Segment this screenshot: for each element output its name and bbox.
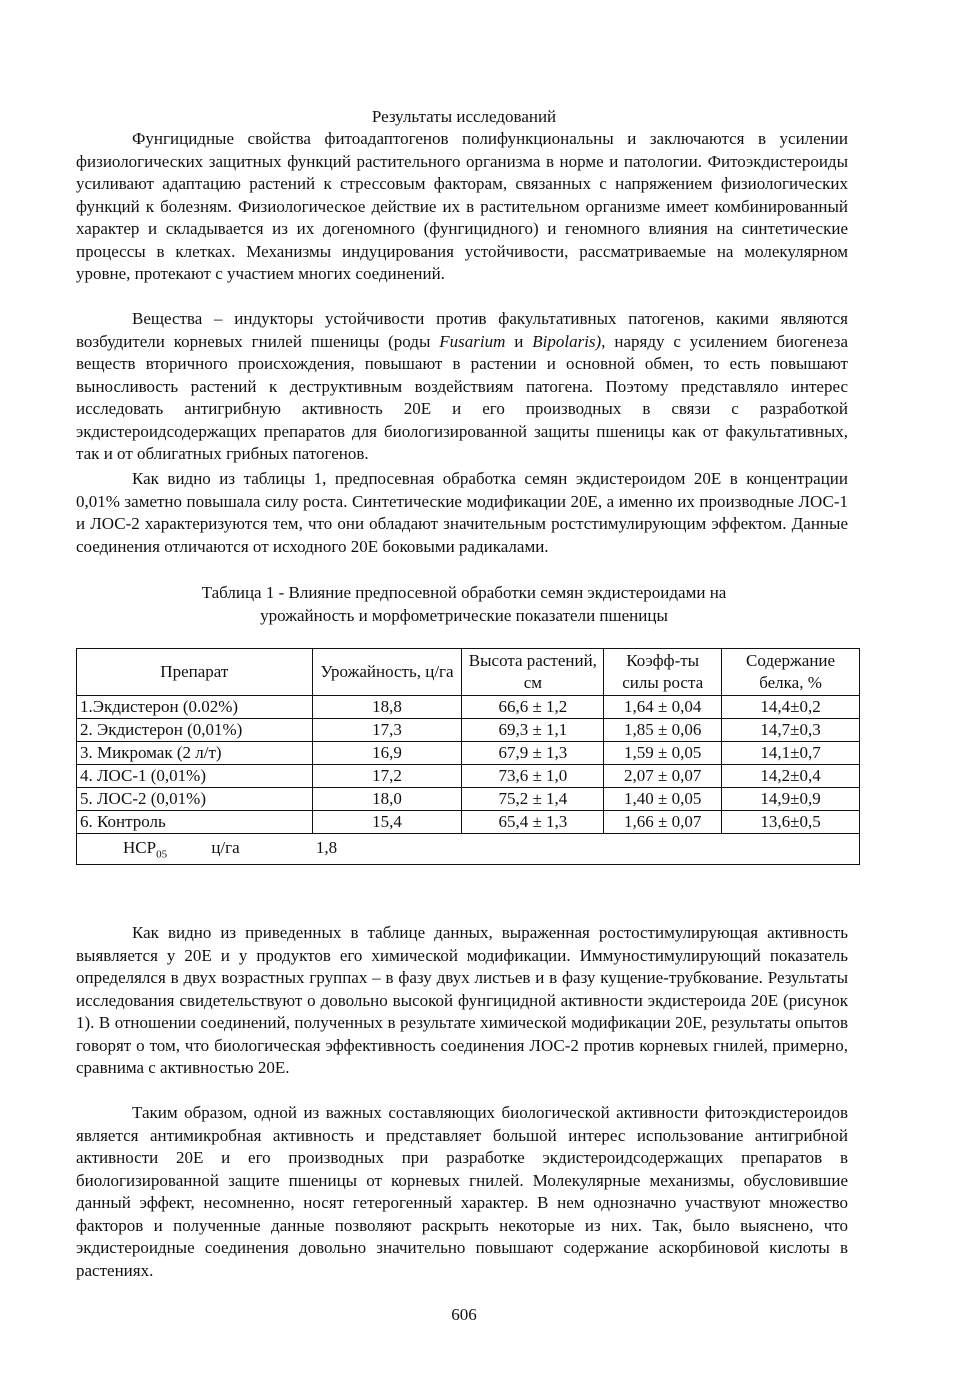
table-cell: 1,66 ± 0,07 — [604, 811, 722, 834]
table-cell: 14,9±0,9 — [722, 788, 860, 811]
paragraph-2-text-after: , наряду с усилением биогенеза веществ вторичного происхождения, повышают в растении и основной обмен, то есть повышают выносливость растений к деструктивным воздействиям патогена. Поэтому представляло интерес исследовать антигрибную активность 20Е и его производных в связи с разработкой экдистероидсодержащих препаратов для биологизированной защиты пшеницы как от факультативных, так и от облигатных грибных патогенов. — [76, 331, 848, 463]
table-cell: 1.Экдистерон (0.02%) — [77, 696, 313, 719]
paragraph-2-text-before: Вещества – индукторы устойчивости против факультативных патогенов, какими являются возбудители корневых гнилей пшеницы (роды — [76, 309, 848, 351]
table-cell: 13,6±0,5 — [722, 811, 860, 834]
header-yield: Урожайность, ц/га — [312, 649, 462, 696]
page-number: 606 — [451, 1305, 477, 1324]
nsr-cell — [77, 834, 860, 865]
table-row — [77, 811, 860, 834]
nsr-unit: ц/га — [211, 837, 240, 857]
table-row — [77, 765, 860, 788]
table-cell: 73,6 ± 1,0 — [462, 765, 604, 788]
table-cell: 4. ЛОС-1 (0,01%) — [77, 765, 313, 788]
genus-fusarium: Fusarium — [439, 331, 506, 351]
nsr-label: НСР — [123, 837, 157, 857]
table-cell: 17,3 — [312, 719, 462, 742]
table-cell: 69,3 ± 1,1 — [462, 719, 604, 742]
nsr-subscript: 05 — [156, 848, 168, 861]
table-header-row — [77, 649, 860, 696]
header-growth-coefficient: Коэфф-ты силы роста — [604, 649, 722, 696]
paragraph-1: Фунгицидные свойства фитоадаптогенов полифункциональны и заключаются в усилении физиологических защитных функций растительного организма в норме и патологии. Фитоэкдистероиды усиливают адаптацию растений к стрессовым факторам, связанных с напряжением физиологических функций к болезням. Физиологическое действие их в растительном организме имеет комбинированный характер и складывается из их догеномного (фунгицидного) и геномного влияния на синтетические процессы в клетках. Механизмы индуцирования устойчивости, рассматриваемые на молекулярном уровне, протекают с участием многих соединений. — [76, 129, 848, 283]
table-cell: 5. ЛОС-2 (0,01%) — [77, 788, 313, 811]
table-caption-line-1: Таблица 1 - Влияние предпосевной обработки семян экдистероидами на — [201, 583, 727, 602]
table-cell: 1,59 ± 0,05 — [604, 742, 722, 765]
paragraph-4: Как видно из приведенных в таблице данных, выраженная ростостимулирующая активность выявляется у 20Е и у продуктов его химической модификации. Иммуностимулирующий показатель определялся в двух возрастных группах – в фазу двух листьев и в фазу кущение-трубкование. Результаты исследования свидетельствуют о довольно высокой фунгицидной активности экдистероида 20Е (рисунок 1). В отношении соединений, полученных в результате химической модификации 20Е, результаты опытов говорят о том, что биологическая эффективность соединения ЛОС-2 против корневых гнилей, примерно, сравнима с активностью 20Е. — [76, 923, 848, 1077]
table-cell: 66,6 ± 1,2 — [462, 696, 604, 719]
paragraph-3: Как видно из таблицы 1, предпосевная обработка семян экдистероидом 20Е в концентрации 0,01% заметно повышала силу роста. Синтетические модификации 20Е, а именно их производные ЛОС-1 и ЛОС-2 характеризуются тем, что они обладают значительным ростстимулирующим эффектом. Данные соединения отличаются от исходного 20Е боковыми радикалами. — [76, 469, 848, 556]
table-row — [77, 742, 860, 765]
genus-bipolaris: Bipolaris) — [532, 331, 602, 351]
table-row — [77, 788, 860, 811]
table-cell: 14,7±0,3 — [722, 719, 860, 742]
table-cell: 18,0 — [312, 788, 462, 811]
header-protein-content: Содержание белка, % — [722, 649, 860, 696]
table-cell: 18,8 — [312, 696, 462, 719]
table-cell: 14,4±0,2 — [722, 696, 860, 719]
table-row — [77, 696, 860, 719]
table-cell: 3. Микромак (2 л/т) — [77, 742, 313, 765]
table-cell: 65,4 ± 1,3 — [462, 811, 604, 834]
table-cell: 16,9 — [312, 742, 462, 765]
paragraph-2 — [76, 308, 848, 466]
table-cell: 75,2 ± 1,4 — [462, 788, 604, 811]
header-preparation: Препарат — [77, 649, 313, 696]
table-cell: 1,85 ± 0,06 — [604, 719, 722, 742]
table-cell: 1,64 ± 0,04 — [604, 696, 722, 719]
paragraph-5: Таким образом, одной из важных составляющих биологической активности фитоэкдистероидов является антимикробная активность и представляет большой интерес использование антигрибной активности 20Е и его производных при разработке экдистероидсодержащих препаратов в биологизированной защите пшеницы от корневых гнилей. Молекулярные механизмы, обусловившие данный эффект, несомненно, носят гетерогенный характер. В нем однозначно участвуют множество факторов и полученные данные позволяют раскрыть некоторые из них. Так, было выяснено, что экдистероидные соединения довольно значительно повышают содержание аскорбиновой кислоты в растениях. — [76, 1103, 848, 1280]
table-cell: 14,1±0,7 — [722, 742, 860, 765]
table-cell: 67,9 ± 1,3 — [462, 742, 604, 765]
section-heading: Результаты исследований — [371, 107, 557, 126]
table-caption-line-2: урожайность и морфометрические показатели пшеницы — [260, 606, 668, 625]
table-cell: 14,2±0,4 — [722, 765, 860, 788]
nsr-row — [77, 834, 860, 865]
table-cell: 6. Контроль — [77, 811, 313, 834]
paragraph-2-and: и — [505, 331, 533, 351]
table-cell: 2. Экдистерон (0,01%) — [77, 719, 313, 742]
table-cell: 17,2 — [312, 765, 462, 788]
table-cell: 15,4 — [312, 811, 462, 834]
header-plant-height: Высота растений, см — [462, 649, 604, 696]
table-row — [77, 719, 860, 742]
table-cell: 2,07 ± 0,07 — [604, 765, 722, 788]
nsr-value: 1,8 — [315, 837, 338, 857]
table-cell: 1,40 ± 0,05 — [604, 788, 722, 811]
results-table — [76, 648, 860, 865]
